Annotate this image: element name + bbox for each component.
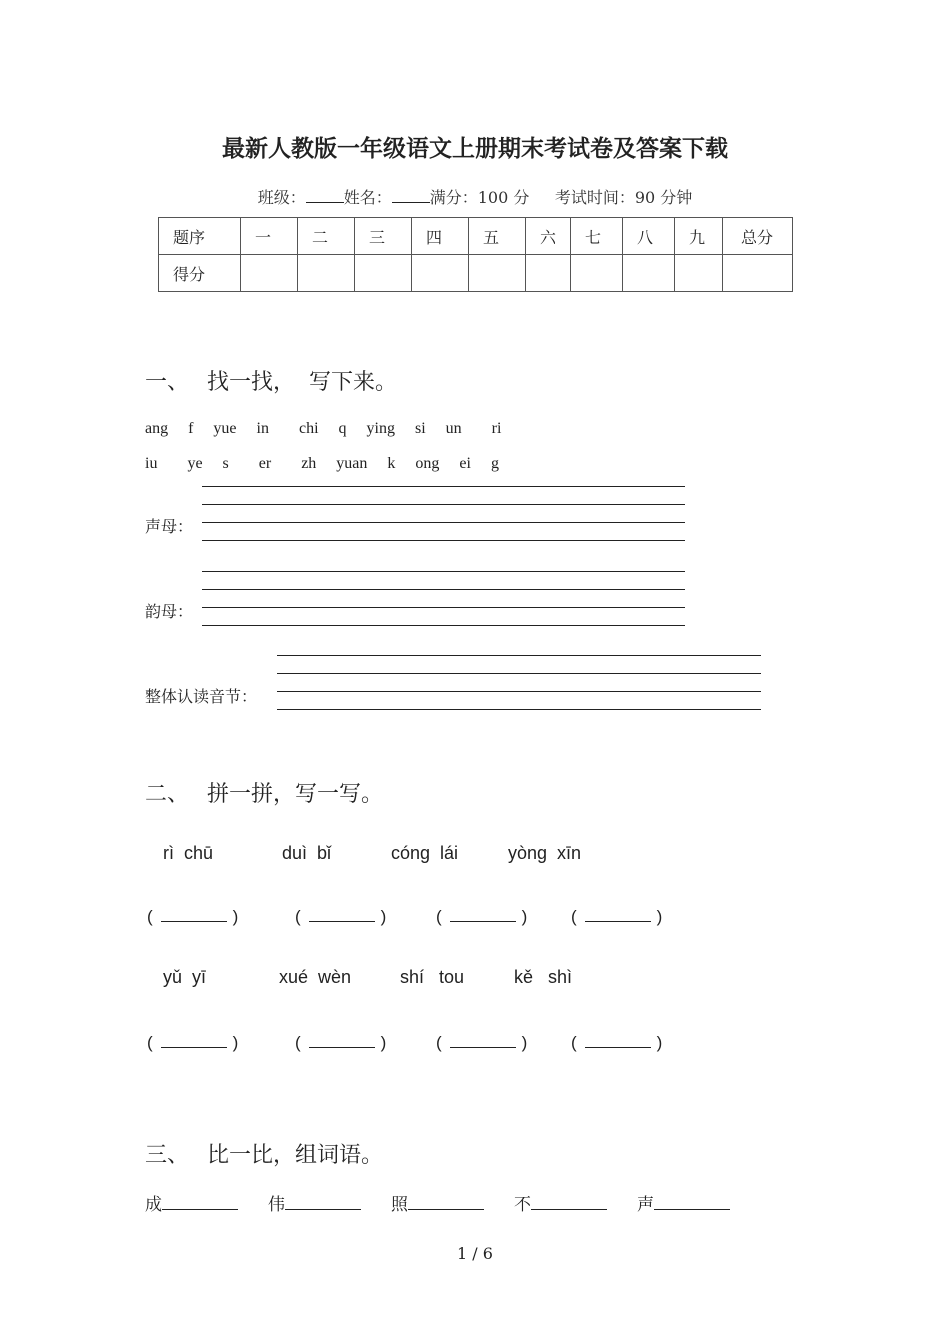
writing-line[interactable] bbox=[202, 625, 685, 626]
header-cell: 七 bbox=[571, 218, 623, 255]
header-cell: 八 bbox=[623, 218, 675, 255]
score-table bbox=[158, 217, 793, 292]
score-cell[interactable] bbox=[623, 255, 675, 292]
writing-line[interactable] bbox=[202, 540, 685, 541]
score-cell[interactable] bbox=[241, 255, 298, 292]
compare-blank[interactable] bbox=[654, 1193, 730, 1210]
pinyin-prompt: xué wèn bbox=[279, 967, 352, 987]
writing-line[interactable] bbox=[202, 486, 685, 487]
section2-num: 二、 bbox=[145, 782, 190, 807]
answer-blank[interactable]: ( ) bbox=[147, 907, 239, 926]
header-cell: 一 bbox=[241, 218, 298, 255]
answer-blank[interactable]: ( ) bbox=[436, 907, 528, 926]
writing-line[interactable] bbox=[202, 607, 685, 608]
answer-blank[interactable]: ( ) bbox=[571, 907, 663, 926]
zhengti-label: 整体认读音节： bbox=[145, 687, 258, 706]
header-cell: 四 bbox=[412, 218, 469, 255]
writing-line[interactable] bbox=[277, 709, 761, 710]
header-cell: 九 bbox=[675, 218, 723, 255]
section1-num: 一、 bbox=[145, 370, 190, 395]
answer-blank[interactable]: ( ) bbox=[436, 1033, 528, 1052]
answer-blank[interactable]: ( ) bbox=[571, 1033, 663, 1052]
header-cell: 五 bbox=[469, 218, 526, 255]
section1-heading bbox=[145, 365, 397, 396]
header-cell: 二 bbox=[298, 218, 355, 255]
score-cell[interactable] bbox=[675, 255, 723, 292]
compare-blank[interactable] bbox=[285, 1193, 361, 1210]
shengmu-label: 声母： bbox=[145, 517, 194, 536]
compare-blank[interactable] bbox=[531, 1193, 607, 1210]
pinyin-prompt: yǔ yī bbox=[163, 967, 207, 987]
score-cell[interactable] bbox=[355, 255, 412, 292]
section2-heading bbox=[145, 777, 383, 808]
pinyin-prompt: rì chū bbox=[163, 843, 214, 863]
page-title: 最新人教版一年级语文上册期末考试卷及答案下载 bbox=[222, 135, 728, 162]
writing-line[interactable] bbox=[277, 655, 761, 656]
name-blank[interactable] bbox=[392, 188, 430, 203]
writing-line[interactable] bbox=[277, 691, 761, 692]
name-label: 姓名： bbox=[343, 188, 392, 207]
header-cell: 题序 bbox=[159, 218, 241, 255]
compare-char: 声 bbox=[637, 1195, 654, 1215]
score-cell[interactable] bbox=[571, 255, 623, 292]
compare-char: 照 bbox=[391, 1195, 408, 1215]
writing-line[interactable] bbox=[202, 522, 685, 523]
score-cell[interactable] bbox=[469, 255, 526, 292]
answer-blank[interactable]: ( ) bbox=[295, 907, 387, 926]
answer-blank[interactable]: ( ) bbox=[147, 1033, 239, 1052]
pinyin-prompt: kě shì bbox=[514, 967, 573, 987]
section3-heading bbox=[145, 1138, 383, 1169]
section3-num: 三、 bbox=[145, 1143, 190, 1168]
answer-blank[interactable]: ( ) bbox=[295, 1033, 387, 1052]
pinyin-prompt: duì bǐ bbox=[282, 843, 332, 863]
compare-char: 不 bbox=[514, 1195, 531, 1215]
exam-info bbox=[0, 185, 950, 208]
section2-title: 拼一拼，写一写。 bbox=[207, 782, 384, 807]
header-cell: 总分 bbox=[723, 218, 793, 255]
header-cell: 六 bbox=[526, 218, 571, 255]
writing-line[interactable] bbox=[277, 673, 761, 674]
score-cell[interactable] bbox=[298, 255, 355, 292]
compare-char: 成 bbox=[145, 1195, 162, 1215]
section1-title: 找一找， 写下来。 bbox=[207, 370, 397, 395]
compare-blank[interactable] bbox=[408, 1193, 484, 1210]
score-cell[interactable] bbox=[526, 255, 571, 292]
section3-title: 比一比，组词语。 bbox=[207, 1143, 384, 1168]
pinyin-line-1: ang f yue in chi q ying si un ri bbox=[145, 420, 502, 437]
pinyin-prompt: yòng xīn bbox=[508, 843, 582, 863]
score-table-score-row bbox=[159, 255, 793, 292]
page-number: 1 / 6 bbox=[457, 1244, 493, 1263]
score-table-header-row bbox=[159, 218, 793, 255]
score-cell[interactable] bbox=[412, 255, 469, 292]
pinyin-line-2: iu ye s er zh yuan k ong ei g bbox=[145, 455, 499, 472]
full-score: 满分：100 分 bbox=[429, 188, 530, 207]
compare-char: 伟 bbox=[268, 1195, 285, 1215]
word-compare-row bbox=[145, 1190, 760, 1215]
class-blank[interactable] bbox=[306, 188, 344, 203]
exam-time: 考试时间：90 分钟 bbox=[554, 188, 693, 207]
class-label: 班级： bbox=[257, 188, 306, 207]
pinyin-prompt: shí tou bbox=[400, 967, 465, 987]
writing-line[interactable] bbox=[202, 589, 685, 590]
header-cell: 三 bbox=[355, 218, 412, 255]
writing-line[interactable] bbox=[202, 571, 685, 572]
row-label: 得分 bbox=[159, 255, 241, 292]
yunmu-label: 韵母： bbox=[145, 602, 194, 621]
writing-line[interactable] bbox=[202, 504, 685, 505]
score-cell[interactable] bbox=[723, 255, 793, 292]
compare-blank[interactable] bbox=[162, 1193, 238, 1210]
pinyin-prompt: cóng lái bbox=[391, 843, 459, 863]
